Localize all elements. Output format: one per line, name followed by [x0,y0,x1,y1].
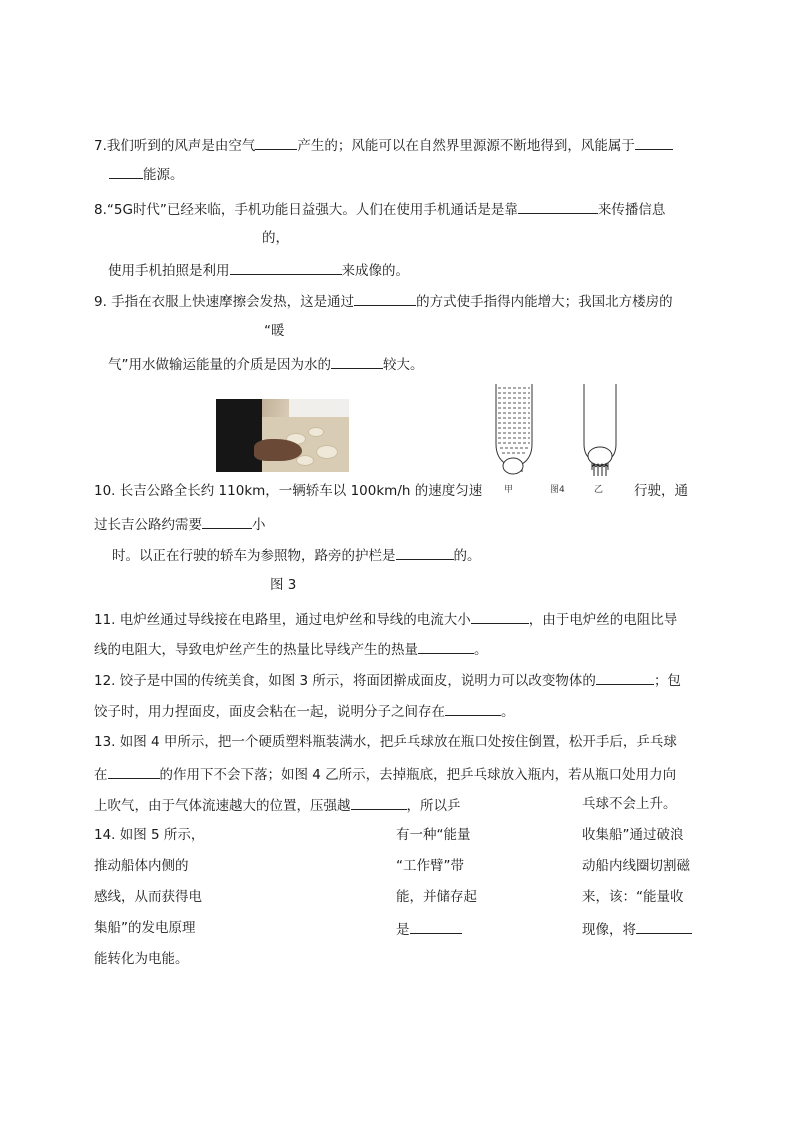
question-13-line-3b: 乓球不会上升。 [582,796,677,812]
bottle-yi [584,384,616,476]
question-8-line-1: 8.“5G时代”已经来临，手机功能日益强大。人们在使用手机通话是是靠 来传播信息 [94,199,665,219]
answer-blank [518,199,598,214]
answer-blank [255,135,297,150]
dough [316,445,338,459]
answer-blank [418,639,474,654]
question-9-line-1: 9. 手指在衣服上快速摩擦会发热，这是通过 的方式使手指得内能增大；我国北方楼房的 [94,291,673,311]
label-figure-4: 图4 [550,485,565,495]
question-8-line-2: 的， [262,230,289,246]
answer-blank [351,795,407,810]
question-10-line-1a: 10. 长吉公路全长约 110km，一辆轿车以 100km/h 的速度匀速 [94,483,483,499]
hand [254,439,302,461]
question-10-line-3: 时。以正在行驶的轿车为参照物，路旁的护栏是 的。 [112,545,481,565]
question-11-line-1: 11. 电炉丝通过导线接在电路里，通过电炉丝和导线的电流大小 ，由于电炉丝的电阻比导 [94,609,677,629]
answer-blank [202,514,252,529]
q14-col1-line4: 集船”的发电原理 [94,920,196,936]
label-yi: 乙 [594,485,604,495]
q14-col1-line2: 推动船体内侧的 [94,858,189,874]
question-9-line-3: 气”用水做输运能量的介质是因为水的 较大。 [108,354,424,374]
q14-col3-line1: 收集船”通过破浪 [582,827,684,843]
question-10-line-2: 过长吉公路约需要 小 [94,514,266,534]
answer-blank [636,919,692,934]
q14-col2-line4: 是 [396,919,462,939]
q14-col2-line2: “工作臂”带 [396,858,464,874]
q14-col2-line3: 能，并储存起 [396,889,477,905]
q14-col1-line1: 14. 如图 5 所示， [94,827,205,843]
label-jia: 甲 [504,485,514,495]
q14-last-line: 能转化为电能。 [94,951,189,967]
figure-4-bottles [480,380,650,495]
answer-blank [331,354,383,369]
ping-pong-ball [588,447,612,465]
q14-col3-line3: 来，该：“能量收 [582,889,684,905]
question-7-line-1: 7.我们听到的风声是由空气 产生的；风能可以在自然界里源源不断地得到，风能属于 [94,135,673,155]
answer-blank [410,919,462,934]
question-13-line-1: 13. 如图 4 甲所示，把一个硬质塑料瓶装满水，把乒乓球放在瓶口处按住倒置，松开手后，乒乓球 [94,734,677,750]
question-13-line-3a: 上吹气，由于气体流速越大的位置，压强越 ，所以乒 [94,795,461,815]
wall [289,399,349,417]
dough [308,427,324,437]
answer-blank [109,164,143,179]
dumpling-photo [216,399,349,472]
figure-3-caption: 图 3 [270,577,297,593]
answer-blank [230,260,342,275]
arm [216,399,262,472]
answer-blank [471,609,529,624]
question-13-line-2: 在 的作用下不会下落；如图 4 乙所示，去掉瓶底，把乒乓球放入瓶内，若从瓶口处用力向 [94,764,676,784]
question-12-line-2: 饺子时，用力捏面皮，面皮会粘在一起，说明分子之间存在 。 [94,701,515,721]
q14-col3-line4: 现像，将 [582,919,692,939]
q14-col2-line1: 有一种“能量 [396,827,471,843]
question-11-line-2: 线的电阻大，导致电炉丝产生的热量比导线产生的热量 。 [94,639,488,659]
question-12-line-1: 12. 饺子是中国的传统美食，如图 3 所示，将面团擀成面皮，说明力可以改变物体的 ；包 [94,670,681,690]
answer-blank [396,545,454,560]
question-10-line-1b: 行驶，通 [634,483,688,499]
question-8-line-3: 使用手机拍照是利用 来成像的。 [108,260,409,280]
bottle-jia [496,384,532,474]
question-7-line-2: 能源。 [109,164,184,184]
answer-blank [354,291,416,306]
answer-blank [635,135,673,150]
answer-blank [108,764,160,779]
question-9-line-2: “暖 [264,323,285,339]
dough [296,455,314,466]
q14-col3-line2: 动船内线圈切割磁 [582,858,690,874]
ping-pong-ball [503,458,523,474]
q14-col1-line3: 感线，从而获得电 [94,889,202,905]
answer-blank [596,670,654,685]
answer-blank [445,701,501,716]
